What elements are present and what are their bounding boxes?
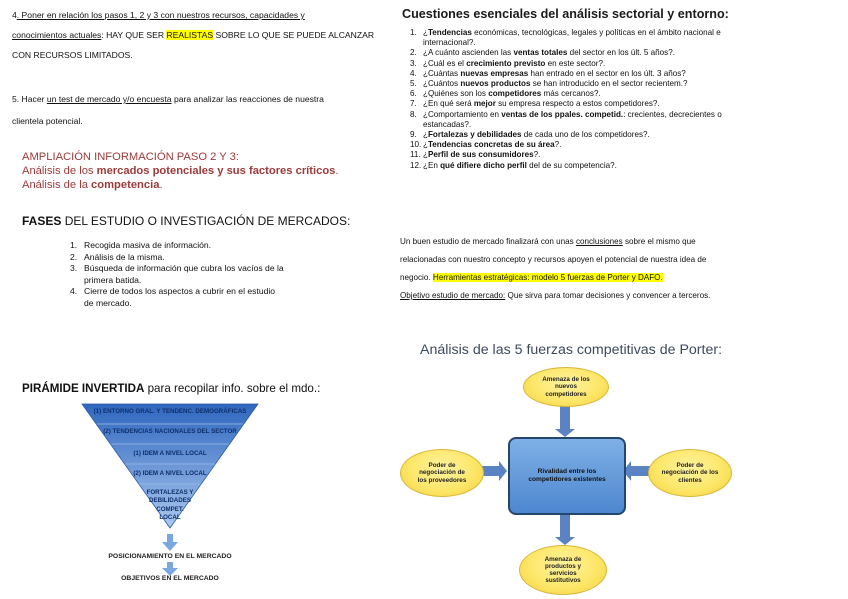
step5-test: un test de mercado y/o encuesta xyxy=(46,94,172,104)
q-num: 12. xyxy=(410,160,422,170)
q-pre: ¿Cuántos xyxy=(423,79,461,89)
q-pre: ¿ xyxy=(423,150,428,160)
q-bold: Fortalezas y debilidades xyxy=(427,130,522,140)
step5-paragraph xyxy=(12,93,392,127)
list-item xyxy=(410,59,730,69)
q-bold: Perfil de sus consumidores xyxy=(427,150,534,160)
cuestiones-title: Cuestiones esenciales del análisis sectorial y entorno: xyxy=(402,7,729,21)
concl-line2: relacionadas con nuestro concepto y recursos apoyen el potencial de nuestra idea de xyxy=(400,255,707,264)
q-pre: ¿Quiénes son los xyxy=(423,89,489,99)
list-item xyxy=(410,150,730,160)
porter-sustitutivos xyxy=(519,545,607,595)
fases-list xyxy=(70,240,285,309)
conclusiones-paragraph xyxy=(400,233,840,305)
piramide-rest: para recopilar info. sobre el mdo.: xyxy=(144,382,321,395)
list-item xyxy=(410,28,730,48)
q-post: del sector en los últ. 5 años?. xyxy=(567,48,675,58)
list-item xyxy=(410,79,730,89)
list-item xyxy=(70,240,285,252)
q-post: en este sector?. xyxy=(545,58,606,68)
list-item xyxy=(410,89,730,99)
list-item xyxy=(70,286,285,309)
q-post: : crecientes, decrecientes o estancadas?. xyxy=(423,109,722,129)
q-post: más cercanos?. xyxy=(541,89,601,99)
fase-num: 2. xyxy=(70,251,78,262)
step4-text2: SOBRE LO QUE SE PUEDE ALCANZAR xyxy=(213,30,375,40)
q-num: 2. xyxy=(410,48,417,58)
concl-line3: negocio. xyxy=(400,273,433,282)
objetivo-text: Que sirva para tomar decisiones y convencer a terceros. xyxy=(505,291,711,300)
porter-rivalidad xyxy=(508,437,626,515)
amp-line3a: Análisis de la xyxy=(22,179,92,191)
porter-proveedores xyxy=(400,449,484,497)
ampliacion-block xyxy=(22,150,402,192)
list-item xyxy=(410,69,730,79)
realistas-highlight: REALISTAS xyxy=(166,30,214,40)
porter-bottom-label: Amenaza de productos y servicios sustitutivos xyxy=(544,555,582,585)
objetivo-label: Objetivo estudio de mercado: xyxy=(400,291,506,300)
arrow-down-icon xyxy=(161,534,179,552)
step4-paragraph xyxy=(12,9,392,61)
q-num: 11. xyxy=(410,150,421,160)
q-bold: ventas totales xyxy=(513,48,568,58)
list-item xyxy=(410,140,730,150)
step4-knowledge: conocimientos actuales xyxy=(12,30,102,40)
q-pre: ¿En xyxy=(423,160,441,170)
list-item xyxy=(410,110,730,130)
porter-clientes xyxy=(648,449,732,497)
concl-text-b: sobre el mismo que xyxy=(622,237,696,246)
q-bold: qué difiere dicho perfil xyxy=(440,160,527,170)
step4-title: . Poner en relación los pasos 1, 2 y 3 con nuestros recursos, capacidades y xyxy=(16,10,305,20)
fase-text: Análisis de la misma. xyxy=(84,251,165,262)
fase-num: 3. xyxy=(70,263,78,273)
q-num: 7. xyxy=(410,99,417,109)
ampliacion-title: AMPLIACIÓN INFORMACIÓN PASO 2 Y 3: xyxy=(22,151,239,163)
fase-text: Cierre de todos los aspectos a cubrir en el estudio de mercado. xyxy=(84,286,276,308)
porter-top-label: Amenaza de los nuevos competidores xyxy=(542,376,590,398)
q-num: 4. xyxy=(410,68,417,78)
amp-line2c: . xyxy=(335,165,339,177)
q-post: económicas, tecnológicas, legales y políticas en el ámbito nacional e internacional?. xyxy=(423,28,721,48)
amp-mercados: mercados potenciales y sus factores críticos xyxy=(96,165,336,177)
q-post: se han introducido en el sector recientem.? xyxy=(530,79,688,89)
piramide-bold: PIRÁMIDE INVERTIDA xyxy=(22,382,145,395)
objetivos-label: OBJETIVOS EN EL MERCADO xyxy=(121,575,219,582)
q-pre: ¿ xyxy=(423,140,428,150)
fase-text: Recogida masiva de información. xyxy=(84,240,212,250)
q-post: del de su competencia?. xyxy=(526,160,617,170)
q-bold: Tendencias concretas de su área xyxy=(427,140,555,150)
pyramid-level-6b: LOCAL xyxy=(159,514,181,521)
q-num: 9. xyxy=(410,130,417,140)
pyramid-level-2: (2) TENDENCIAS NACIONALES DEL SECTOR xyxy=(103,428,237,435)
q-num: 10. xyxy=(410,140,422,150)
q-bold: crecimiento previsto xyxy=(466,58,546,68)
step4-line3: CON RECURSOS LIMITADOS. xyxy=(12,50,133,60)
amp-competencia: competencia xyxy=(91,179,160,191)
list-item xyxy=(410,161,730,171)
pyramid-level-6a: COMPET. xyxy=(156,506,184,513)
q-post: han entrado en el sector en los últ. 3 años? xyxy=(528,68,686,78)
fases-title xyxy=(22,214,350,228)
list-item xyxy=(410,48,730,58)
q-num: 1. xyxy=(410,28,417,37)
fase-num: 1. xyxy=(70,240,78,250)
q-bold: mejor xyxy=(473,99,496,109)
pyramid-level-3: (1) IDEM A NIVEL LOCAL xyxy=(133,450,207,457)
q-bold: ventas de los ppales. competid. xyxy=(501,109,624,119)
posicionamiento-label: POSICIONAMIENTO EN EL MERCADO xyxy=(108,553,232,560)
amp-line3c: . xyxy=(159,179,163,191)
list-item xyxy=(70,252,285,264)
q-post: ?. xyxy=(554,140,562,150)
q-bold: nuevas empresas xyxy=(460,68,529,78)
q-post: su empresa respecto a estos competidores?. xyxy=(495,99,660,109)
porter-title: Análisis de las 5 fuerzas competitivas de Porter: xyxy=(420,342,723,358)
pyramid-level-5a: FORTALEZAS Y xyxy=(146,489,194,496)
q-pre: ¿Cuál es el xyxy=(423,58,467,68)
fase-num: 4. xyxy=(70,286,78,296)
porter-left-label: Poder de negociación de los proveedores xyxy=(417,462,467,484)
porter-center-label: Rivalidad entre los competidores existentes xyxy=(528,468,606,483)
q-num: 5. xyxy=(410,79,417,89)
list-item xyxy=(410,130,730,140)
q-bold: Tendencias xyxy=(427,28,472,37)
concl-underlined: conclusiones xyxy=(575,237,623,246)
concl-text-a: Un buen estudio de mercado finalizará con unas xyxy=(400,237,576,246)
q-pre: ¿ xyxy=(423,28,428,37)
list-item xyxy=(410,99,730,109)
pyramid-level-4: (2) IDEM A NIVEL LOCAL xyxy=(133,470,207,477)
piramide-title xyxy=(22,382,320,395)
porter-right-label: Poder de negociación de los clientes xyxy=(661,462,719,484)
q-pre: ¿ xyxy=(423,130,428,140)
q-bold: nuevos productos xyxy=(460,79,531,89)
questions-list xyxy=(410,28,730,171)
q-pre: ¿Comportamiento en xyxy=(423,109,502,119)
q-bold: competidores xyxy=(488,89,542,99)
list-item xyxy=(70,263,285,286)
step4-num: 4 xyxy=(12,10,17,20)
q-pre: ¿A cuánto ascienden las xyxy=(423,48,514,58)
q-pre: ¿Cuántas xyxy=(423,68,461,78)
amp-line2a: Análisis de los xyxy=(22,165,97,177)
arrow-down-icon xyxy=(161,562,179,576)
step5-num: 5. Hacer xyxy=(12,94,47,104)
q-num: 8. xyxy=(410,109,417,119)
q-post: de cada uno de los competidores?. xyxy=(521,130,650,140)
q-post: ?. xyxy=(533,150,541,160)
fases-rest: DEL ESTUDIO O INVESTIGACIÓN DE MERCADOS: xyxy=(61,214,351,228)
q-pre: ¿En qué será xyxy=(423,99,474,109)
step5-line2: clientela potencial. xyxy=(12,116,83,126)
porter-amenaza-nuevos xyxy=(523,367,609,407)
step5-text: para analizar las reacciones de nuestra xyxy=(171,94,324,104)
fase-text: Búsqueda de información que cubra los vacíos de la primera batida. xyxy=(84,263,284,285)
pyramid-level-1: (1) ENTORNO GRAL. Y TENDENC. DEMOGRÁFICAS xyxy=(93,408,247,415)
q-num: 3. xyxy=(410,58,417,68)
step4-text: : HAY QUE SER xyxy=(101,30,167,40)
pyramid-level-5b: DEBILIDADES xyxy=(149,497,191,504)
herramientas-highlight: Herramientas estratégicas: modelo 5 fuerzas de Porter y DAFO. xyxy=(432,273,663,282)
fases-bold: FASES xyxy=(22,214,62,228)
q-num: 6. xyxy=(410,89,417,99)
